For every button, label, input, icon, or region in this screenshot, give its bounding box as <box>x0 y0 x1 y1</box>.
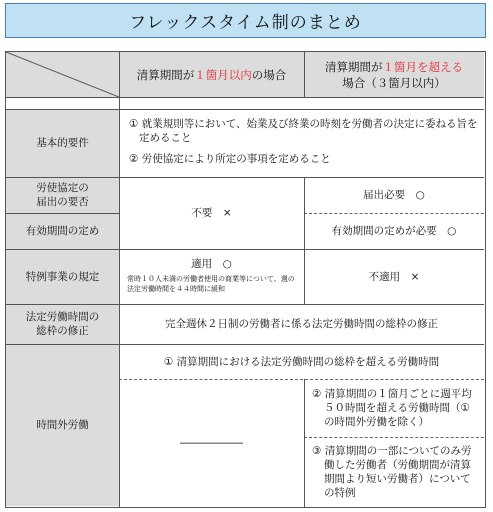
dash-text: ―――――― <box>180 436 243 449</box>
header-col2-red: １箇月を超える <box>382 59 463 74</box>
divider-vertical <box>304 379 305 507</box>
special-not-applied: 不適用 × <box>368 270 420 283</box>
divider-dashed <box>304 437 484 438</box>
header-col1-red: １箇月以内 <box>194 67 252 82</box>
divider-dashed <box>119 379 484 380</box>
special-col2 <box>304 249 484 304</box>
overtime-item-1-text: ① 清算期間における法定労働時間の総枠を超える労働時間 <box>163 355 440 368</box>
special-note: 常時１０人未満の労働者使用の商業等について、週の法定労働時間を４４時間に緩和 <box>127 275 295 293</box>
validity-required-text: 有効期間の定めが必要 ○ <box>331 225 457 237</box>
filing-required-text: 届出必要 ○ <box>363 189 425 201</box>
page-title-text: フレックスタイム制のまとめ <box>129 13 362 33</box>
label-overtime-text: 時間外労働 <box>36 419 89 431</box>
divider-dashed <box>304 213 484 214</box>
label-filing-line1: 労使協定の <box>36 182 89 194</box>
total-content <box>119 304 484 344</box>
corner-diagonal <box>6 52 119 97</box>
validity-col2 <box>304 213 484 249</box>
divider <box>6 97 484 98</box>
header-col2-prefix: 清算期間が <box>325 59 383 74</box>
label-filing <box>6 177 119 213</box>
overtime-item-3: ③ 清算期間の一部についてのみ労働した労働者（労働期間が清算期間より短い労働者）についての特例 <box>312 445 472 499</box>
basic-item-1: ① 就業規則等において、始業及び終業の時刻を労働者の決定に委ねる旨を定めること <box>129 118 478 144</box>
page-title <box>5 3 486 38</box>
header-col2-line2: 場合（３箇月以内） <box>342 75 446 90</box>
summary-table <box>5 51 486 508</box>
label-special <box>6 249 119 304</box>
header-corner <box>6 52 119 97</box>
label-total <box>6 304 119 344</box>
divider-vertical <box>119 52 120 507</box>
header-col1-suffix: の場合 <box>251 67 287 82</box>
overtime-col1-dash <box>119 379 304 506</box>
divider <box>6 304 484 305</box>
special-applied: 適用 ○ <box>191 258 232 270</box>
label-validity <box>6 213 119 249</box>
filing-col2 <box>304 177 484 213</box>
not-required-text: 不要 × <box>191 207 232 219</box>
label-basic-requirements <box>6 109 119 177</box>
overtime-item-2: ② 清算期間の１箇月ごとに週平均５０時間を超える労働時間（①の時間外労働を除く） <box>312 388 472 428</box>
divider-vertical <box>304 52 305 97</box>
header-col2 <box>304 52 484 97</box>
basic-item-2: ② 労使協定により所定の事項を定めること <box>129 153 331 165</box>
label-special-text: 特例事業の規定 <box>25 270 100 283</box>
divider <box>6 344 484 345</box>
divider-vertical <box>304 177 305 304</box>
label-validity-text: 有効期間の定め <box>25 225 100 237</box>
label-basic-text: 基本的要件 <box>36 137 89 149</box>
divider <box>6 249 484 250</box>
divider <box>6 213 119 214</box>
overtime-item-1 <box>119 344 484 379</box>
total-text: 完全週休２日制の労働者に係る法定労働時間の総枠の修正 <box>165 318 438 330</box>
label-overtime <box>6 344 119 506</box>
special-col1 <box>119 249 304 304</box>
divider <box>6 177 484 178</box>
label-total-line1: 法定労働時間の <box>25 311 100 323</box>
header-col1-prefix: 清算期間が <box>136 67 195 82</box>
label-filing-line2: 届出の要否 <box>36 196 89 208</box>
label-total-line2: 総枠の修正 <box>36 325 89 337</box>
divider <box>6 109 484 110</box>
header-col1 <box>119 52 304 97</box>
filing-validity-col1 <box>119 177 304 249</box>
